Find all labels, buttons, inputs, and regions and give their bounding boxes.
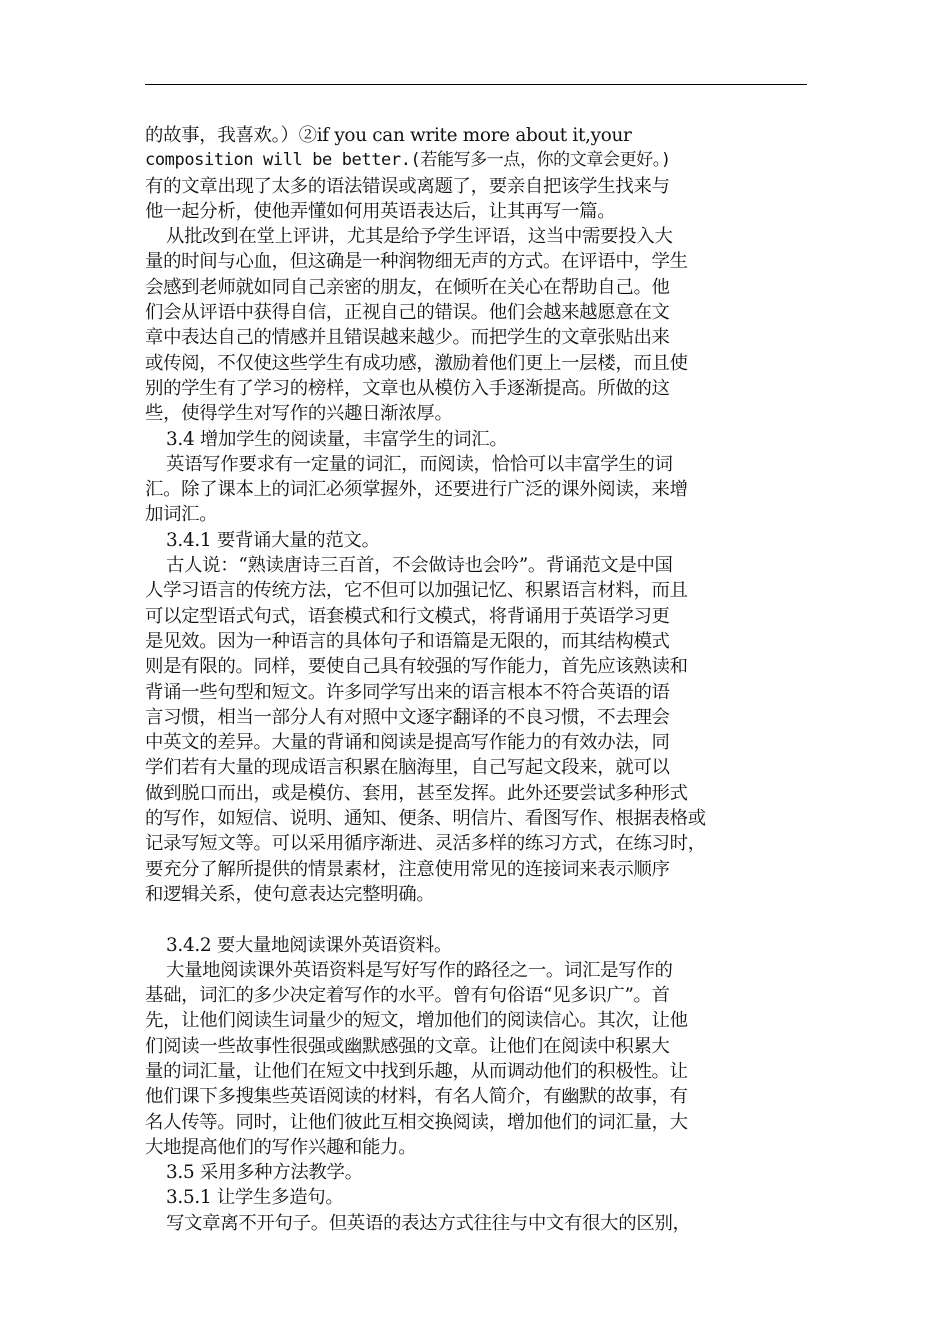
text-line: 们会从评语中获得自信，正视自己的错误。他们会越来越愿意在文 [145,302,670,324]
text-line: 的写作，如短信、说明、通知、便条、明信片、看图写作、根据表格或 [145,808,706,830]
text-line: 大量地阅读课外英语资料是写好写作的路径之一。词汇是写作的 [166,959,673,981]
text-line: 3.5.1 让学生多造句。 [166,1187,344,1209]
text-line: 量的时间与心血，但这确是一种润物细无声的方式。在评语中，学生 [145,251,688,273]
text-line: 加词汇。 [145,504,218,526]
text-line: 人学习语言的传统方法，它不但可以加强记忆、积累语言材料，而且 [145,580,688,602]
text-line: 要充分了解所提供的情景素材，注意使用常见的连接词来表示顺序 [145,858,670,880]
text-line: 和逻辑关系，使句意表达完整明确。 [145,883,435,905]
header-divider [145,84,807,85]
text-line: 从批改到在堂上评讲，尤其是给予学生评语，这当中需要投入大 [166,226,673,248]
text-line: 章中表达自己的情感并且错误越来越少。而把学生的文章张贴出来 [145,327,670,349]
text-line: 做到脱口而出，或是模仿、套用，甚至发挥。此外还要尝试多种形式 [145,782,688,804]
text-line: 汇。除了课本上的词汇必须掌握外，还要进行广泛的课外阅读，来增 [145,479,688,501]
text-line: 背诵一些句型和短文。许多同学写出来的语言根本不符合英语的语 [145,681,670,703]
text-line: 3.5 采用多种方法教学。 [166,1162,363,1184]
text-line: 别的学生有了学习的榜样，文章也从模仿入手逐渐提高。所做的这 [145,377,670,399]
text-line: 名人传等。同时，让他们彼此互相交换阅读，增加他们的词汇量，大 [145,1111,688,1133]
text-line: 3.4.1 要背诵大量的范文。 [166,529,380,551]
text-line: 英语写作要求有一定量的词汇，而阅读，恰恰可以丰富学生的词 [166,453,673,475]
text-line: 先，让他们阅读生词量少的短文，增加他们的阅读信心。其次，让他 [145,1010,688,1032]
text-line: 会感到老师就如同自己亲密的朋友，在倾听在关心在帮助自己。他 [145,276,670,298]
text-line: 3.4.2 要大量地阅读课外英语资料。 [166,934,453,956]
text-line: 则是有限的。同样，要使自己具有较强的写作能力，首先应该熟读和 [145,656,688,678]
text-line: 古人说：“熟读唐诗三百首，不会做诗也会吟”。背诵范文是中国 [166,555,673,577]
text-line: 中英文的差异。大量的背诵和阅读是提高写作能力的有效办法，同 [145,732,670,754]
text-line: 们阅读一些故事性很强或幽默感强的文章。让他们在阅读中积累大 [145,1035,670,1057]
document-body [145,123,809,1236]
text-line: 可以定型语式句式，语套模式和行文模式，将背诵用于英语学习更 [145,605,670,627]
text-line: 言习惯，相当一部分人有对照中文逐字翻译的不良习惯，不去理会 [145,706,670,728]
text-line: 记录写短文等。可以采用循序渐进、灵活多样的练习方式，在练习时， [145,833,706,855]
text-line: 些，使得学生对写作的兴趣日渐浓厚。 [145,403,453,425]
text-line: 是见效。因为一种语言的具体句子和语篇是无限的，而其结构模式 [145,630,670,652]
text-line: 写文章离不开句子。但英语的表达方式往往与中文有很大的区别， [166,1212,691,1234]
text-line: 有的文章出现了太多的语法错误或离题了，要亲自把该学生找来与 [145,175,670,197]
text-line: 大地提高他们的写作兴趣和能力。 [145,1136,417,1158]
text-line: 基础，词汇的多少决定着写作的水平。曾有句俗语“见多识广”。首 [145,985,670,1007]
text-line: 或传阅，不仅使这些学生有成功感，激励着他们更上一层楼，而且使 [145,352,688,374]
text-line: 3.4 增加学生的阅读量，丰富学生的词汇。 [166,428,508,450]
text-line: composition will be better.(若能写多一点，你的文章会更好。) [145,150,671,171]
text-line: 学们若有大量的现成语言积累在脑海里，自己写起文段来，就可以 [145,757,670,779]
text-line: 他一起分析，使他弄懂如何用英语表达后，让其再写一篇。 [145,200,616,222]
text-line: 量的词汇量，让他们在短文中找到乐趣，从而调动他们的积极性。让 [145,1060,688,1082]
text-line: 的故事，我喜欢。）②if you can write more about it,your [145,125,632,146]
blank-line [145,907,809,932]
text-line: 他们课下多搜集些英语阅读的材料，有名人简介，有幽默的故事，有 [145,1086,688,1108]
